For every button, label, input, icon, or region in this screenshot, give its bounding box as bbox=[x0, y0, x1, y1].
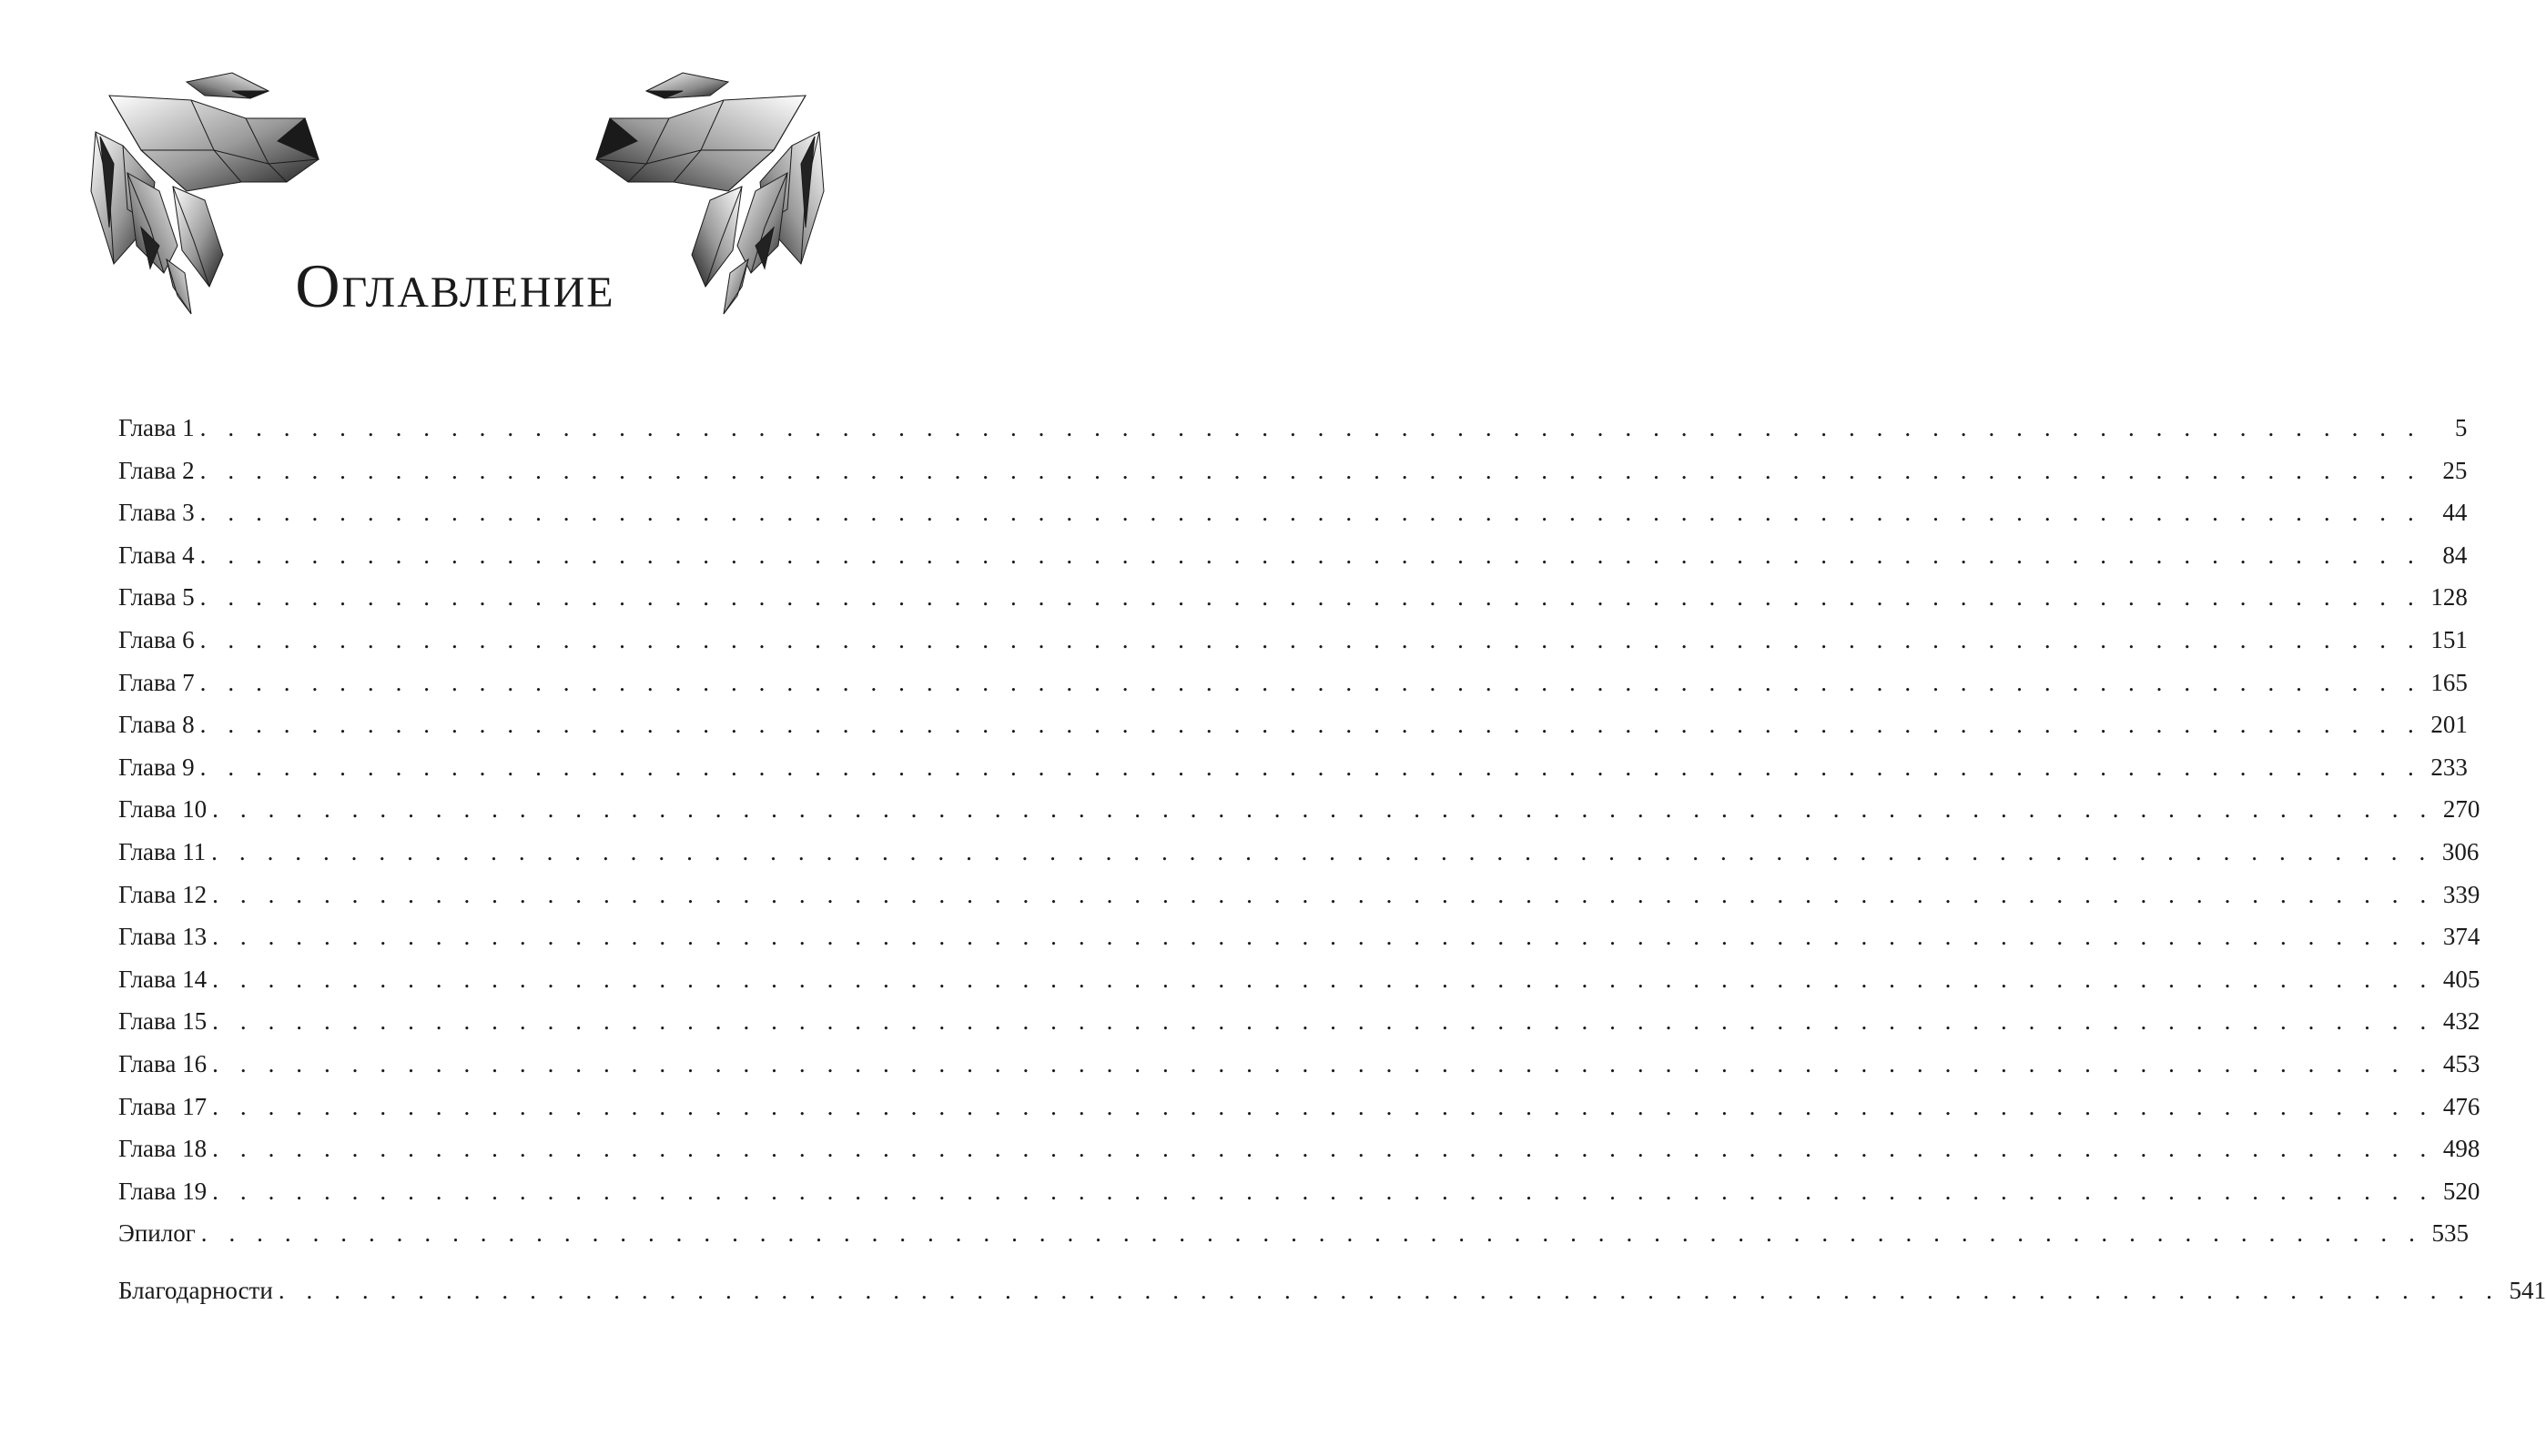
toc-entry-label: Глава 18 bbox=[118, 1135, 208, 1163]
toc-entry-page-number: 339 bbox=[2442, 880, 2480, 908]
toc-entry[interactable] bbox=[118, 668, 2468, 712]
toc-entry-page-number: 84 bbox=[2442, 541, 2468, 569]
toc-entry-page-number: 128 bbox=[2430, 583, 2468, 612]
toc-entry-page-number: 151 bbox=[2430, 625, 2468, 653]
toc-entry[interactable] bbox=[118, 923, 2480, 966]
toc-entry[interactable] bbox=[118, 880, 2480, 924]
toc-entry[interactable] bbox=[118, 414, 2468, 457]
toc-entry-page-number: 476 bbox=[2442, 1092, 2480, 1120]
toc-entry-page-number: 233 bbox=[2430, 753, 2468, 781]
toc-entry-label: Глава 6 bbox=[118, 625, 195, 653]
dot-leader: . . . . . . . . . . . . . . . . . . . . . . . . . . . . . . . . . . . . . . . . . . . . . . . . . . . . . . . . . . . . . . . . . . . . . . . . . . . . . . . . bbox=[199, 456, 2422, 484]
dot-leader: . . . . . . . . . . . . . . . . . . . . . . . . . . . . . . . . . . . . . . . . . . . . . . . . . . . . . . . . . . . . . . . . . . . . . . . . . . . . . . . . bbox=[212, 1177, 2434, 1205]
toc-entry-label: Глава 2 bbox=[118, 456, 195, 484]
toc-entry-label: Глава 3 bbox=[118, 499, 195, 527]
toc-entry-page-number: 5 bbox=[2454, 414, 2468, 441]
toc-entry-label: Глава 13 bbox=[118, 923, 208, 951]
toc-entry[interactable] bbox=[118, 1135, 2480, 1178]
toc-entry-page-number: 432 bbox=[2442, 1007, 2480, 1036]
toc-entry-label: Глава 14 bbox=[118, 965, 208, 993]
toc-entry[interactable] bbox=[118, 1092, 2480, 1136]
toc-entry-label: Глава 4 bbox=[118, 541, 195, 569]
toc-entry-label: Глава 16 bbox=[118, 1049, 208, 1077]
dot-leader: . . . . . . . . . . . . . . . . . . . . . . . . . . . . . . . . . . . . . . . . . . . . . . . . . . . . . . . . . . . . . . . . . . . . . . . . . . . . . . . . bbox=[199, 753, 2422, 781]
toc-entry[interactable] bbox=[118, 583, 2468, 626]
dot-leader: . . . . . . . . . . . . . . . . . . . . . . . . . . . . . . . . . . . . . . . . . . . . . . . . . . . . . . . . . . . . . . . . . . . . . . . . . . . . . . . . bbox=[199, 541, 2422, 569]
dot-leader: . . . . . . . . . . . . . . . . . . . . . . . . . . . . . . . . . . . . . . . . . . . . . . . . . . . . . . . . . . . . . . . . . . . . . . . . . . . . . . . . bbox=[278, 1276, 2500, 1304]
toc-entry-label: Глава 11 bbox=[118, 837, 207, 865]
toc-entry-label: Глава 8 bbox=[118, 711, 195, 739]
toc-entry[interactable] bbox=[118, 1219, 2469, 1262]
toc-entry-page-number: 306 bbox=[2441, 837, 2480, 865]
dot-leader: . . . . . . . . . . . . . . . . . . . . . . . . . . . . . . . . . . . . . . . . . . . . . . . . . . . . . . . . . . . . . . . . . . . . . . . . . . . . . . . . bbox=[211, 837, 2433, 865]
dot-leader: . . . . . . . . . . . . . . . . . . . . . . . . . . . . . . . . . . . . . . . . . . . . . . . . . . . . . . . . . . . . . . . . . . . . . . . . . . . . . . . . bbox=[212, 1092, 2434, 1120]
toc-entry-page-number: 520 bbox=[2442, 1177, 2480, 1205]
toc-entry[interactable] bbox=[118, 625, 2468, 669]
page-title: Оглавление bbox=[295, 251, 615, 320]
toc-entry-label: Глава 19 bbox=[118, 1177, 208, 1205]
dot-leader: . . . . . . . . . . . . . . . . . . . . . . . . . . . . . . . . . . . . . . . . . . . . . . . . . . . . . . . . . . . . . . . . . . . . . . . . . . . . . . . . bbox=[199, 499, 2422, 527]
toc-entry-label: Глава 7 bbox=[118, 668, 195, 696]
toc-entry[interactable] bbox=[118, 1276, 2546, 1320]
toc-entry[interactable] bbox=[118, 499, 2468, 541]
toc-entry[interactable] bbox=[118, 1007, 2480, 1050]
table-of-contents bbox=[118, 414, 2546, 1319]
toc-entry[interactable] bbox=[118, 456, 2468, 500]
toc-entry-page-number: 44 bbox=[2442, 499, 2468, 527]
toc-entry[interactable] bbox=[118, 1177, 2480, 1220]
toc-entry-label: Благодарности bbox=[118, 1276, 273, 1304]
toc-entry-page-number: 453 bbox=[2442, 1049, 2480, 1077]
toc-entry-page-number: 535 bbox=[2431, 1219, 2469, 1248]
dot-leader: . . . . . . . . . . . . . . . . . . . . . . . . . . . . . . . . . . . . . . . . . . . . . . . . . . . . . . . . . . . . . . . . . . . . . . . . . . . . . . . . bbox=[212, 965, 2434, 993]
toc-entry-label: Глава 12 bbox=[118, 880, 208, 908]
toc-entry-label: Глава 10 bbox=[118, 795, 208, 824]
dot-leader: . . . . . . . . . . . . . . . . . . . . . . . . . . . . . . . . . . . . . . . . . . . . . . . . . . . . . . . . . . . . . . . . . . . . . . . . . . . . . . . . bbox=[199, 625, 2422, 653]
toc-entry[interactable] bbox=[118, 753, 2468, 796]
toc-entry[interactable] bbox=[118, 1049, 2480, 1093]
dot-leader: . . . . . . . . . . . . . . . . . . . . . . . . . . . . . . . . . . . . . . . . . . . . . . . . . . . . . . . . . . . . . . . . . . . . . . . . . . . . . . . . bbox=[199, 414, 2422, 441]
toc-entry-page-number: 498 bbox=[2442, 1135, 2480, 1163]
toc-entry[interactable] bbox=[118, 795, 2480, 838]
toc-entry[interactable] bbox=[118, 541, 2468, 584]
toc-entry-page-number: 201 bbox=[2430, 711, 2468, 739]
toc-entry-label: Глава 1 bbox=[118, 414, 195, 441]
toc-entry-page-number: 25 bbox=[2442, 456, 2468, 484]
dot-leader: . . . . . . . . . . . . . . . . . . . . . . . . . . . . . . . . . . . . . . . . . . . . . . . . . . . . . . . . . . . . . . . . . . . . . . . . . . . . . . . . bbox=[212, 880, 2434, 908]
dot-leader: . . . . . . . . . . . . . . . . . . . . . . . . . . . . . . . . . . . . . . . . . . . . . . . . . . . . . . . . . . . . . . . . . . . . . . . . . . . . . . . . bbox=[212, 923, 2434, 951]
toc-entry-page-number: 270 bbox=[2442, 795, 2480, 824]
dot-leader: . . . . . . . . . . . . . . . . . . . . . . . . . . . . . . . . . . . . . . . . . . . . . . . . . . . . . . . . . . . . . . . . . . . . . . . . . . . . . . . . bbox=[200, 1219, 2423, 1248]
dot-leader: . . . . . . . . . . . . . . . . . . . . . . . . . . . . . . . . . . . . . . . . . . . . . . . . . . . . . . . . . . . . . . . . . . . . . . . . . . . . . . . . bbox=[212, 1049, 2434, 1077]
dot-leader: . . . . . . . . . . . . . . . . . . . . . . . . . . . . . . . . . . . . . . . . . . . . . . . . . . . . . . . . . . . . . . . . . . . . . . . . . . . . . . . . bbox=[212, 1135, 2434, 1163]
toc-entry-page-number: 541 bbox=[2509, 1276, 2546, 1304]
dot-leader: . . . . . . . . . . . . . . . . . . . . . . . . . . . . . . . . . . . . . . . . . . . . . . . . . . . . . . . . . . . . . . . . . . . . . . . . . . . . . . . . bbox=[212, 795, 2434, 824]
dot-leader: . . . . . . . . . . . . . . . . . . . . . . . . . . . . . . . . . . . . . . . . . . . . . . . . . . . . . . . . . . . . . . . . . . . . . . . . . . . . . . . . bbox=[199, 668, 2422, 696]
toc-entry-label: Глава 9 bbox=[118, 753, 195, 781]
toc-entry-label: Глава 5 bbox=[118, 583, 195, 612]
toc-entry-page-number: 165 bbox=[2430, 668, 2468, 696]
dot-leader: . . . . . . . . . . . . . . . . . . . . . . . . . . . . . . . . . . . . . . . . . . . . . . . . . . . . . . . . . . . . . . . . . . . . . . . . . . . . . . . . bbox=[212, 1007, 2434, 1036]
toc-entry[interactable] bbox=[118, 711, 2468, 753]
toc-entry-label: Эпилог bbox=[118, 1219, 196, 1248]
toc-entry-page-number: 374 bbox=[2442, 923, 2480, 951]
toc-entry-label: Глава 17 bbox=[118, 1092, 208, 1120]
toc-entry[interactable] bbox=[118, 965, 2480, 1008]
toc-entry-page-number: 405 bbox=[2442, 965, 2480, 993]
toc-entry-label: Глава 15 bbox=[118, 1007, 208, 1036]
dot-leader: . . . . . . . . . . . . . . . . . . . . . . . . . . . . . . . . . . . . . . . . . . . . . . . . . . . . . . . . . . . . . . . . . . . . . . . . . . . . . . . . bbox=[199, 583, 2422, 612]
toc-entry[interactable] bbox=[118, 837, 2480, 881]
dot-leader: . . . . . . . . . . . . . . . . . . . . . . . . . . . . . . . . . . . . . . . . . . . . . . . . . . . . . . . . . . . . . . . . . . . . . . . . . . . . . . . . bbox=[199, 711, 2422, 739]
